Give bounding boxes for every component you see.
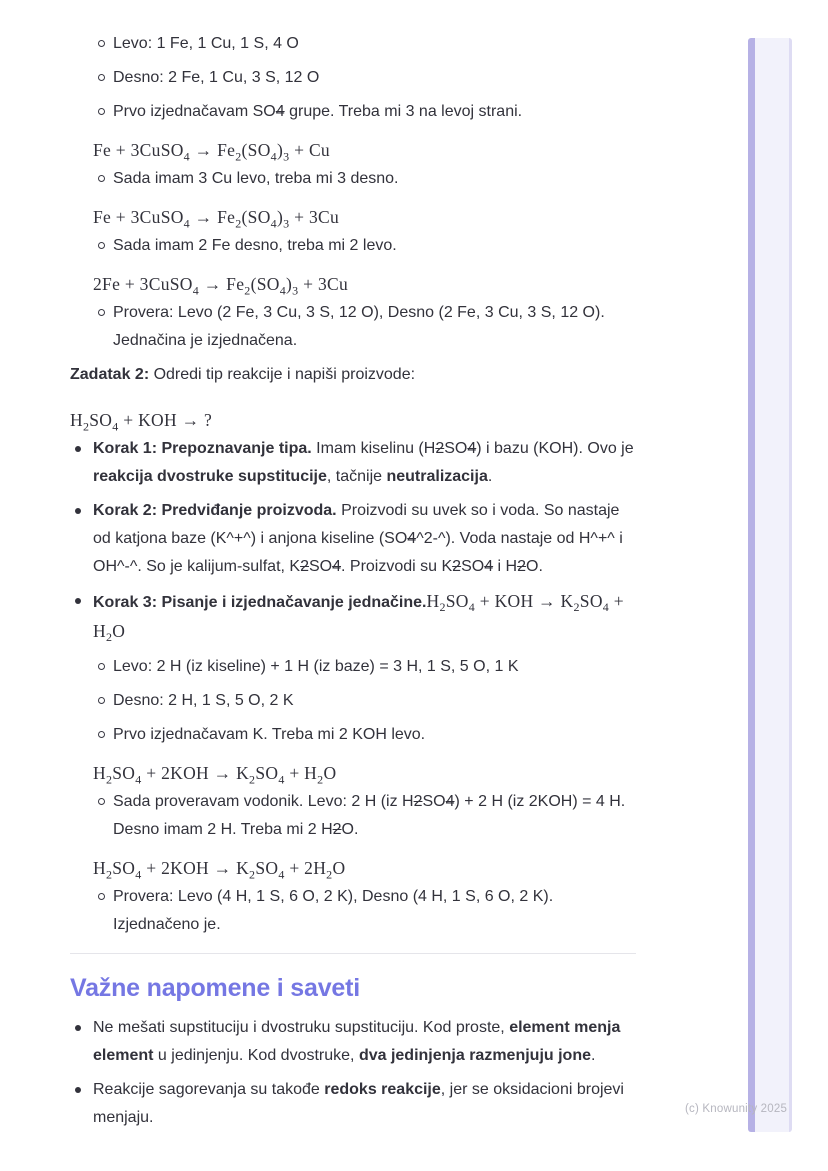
text-segment: 2 xyxy=(326,867,333,882)
list-item-text xyxy=(93,587,636,647)
bullet-circle-icon xyxy=(98,788,113,844)
watermark: (c) Knowunity 2025 xyxy=(685,1103,788,1115)
text-segment: + 2H xyxy=(284,858,327,878)
text-segment: 3 xyxy=(283,149,290,164)
list-item-text xyxy=(113,165,636,193)
text-segment: O xyxy=(323,763,337,783)
text-segment: . Proizvodi su K xyxy=(341,558,453,575)
text-segment: 4 xyxy=(275,103,285,120)
text-segment: 2 xyxy=(244,283,251,298)
list-item-text xyxy=(113,687,636,715)
list-item-text xyxy=(113,883,636,939)
text-segment: SO xyxy=(308,558,333,575)
text-segment: H xyxy=(93,858,106,878)
text-segment: 2 xyxy=(517,558,527,575)
text-segment: 2 xyxy=(105,772,113,787)
text-segment: 4 xyxy=(112,419,119,434)
section-heading: Važne napomene i saveti xyxy=(70,974,360,1002)
text-segment: 4 xyxy=(183,149,190,164)
text-segment: + H xyxy=(93,591,624,641)
text-segment: 2 xyxy=(413,793,423,810)
text-segment: 2 xyxy=(439,600,446,615)
text-segment: + 2KOH → K xyxy=(141,763,250,783)
text-segment: (SO xyxy=(241,140,271,160)
bullet-circle-icon xyxy=(98,232,113,260)
sub-list-item xyxy=(70,883,636,939)
sub-list-item xyxy=(70,232,636,260)
bullet-circle-icon xyxy=(98,165,113,193)
text-segment: 2 xyxy=(300,558,309,575)
text-segment: + 3Cu xyxy=(289,207,340,227)
bullet-circle-icon xyxy=(98,98,113,126)
text-segment: Prvo izjednačavam SO xyxy=(113,103,276,120)
paragraph xyxy=(70,361,636,389)
chemical-equation xyxy=(93,760,636,786)
bullet-dot-icon xyxy=(75,1076,93,1132)
sub-list-item xyxy=(70,721,636,749)
text-segment: 2 xyxy=(235,149,242,164)
text-segment: O. xyxy=(341,821,359,838)
text-segment: redoks reakcije xyxy=(324,1081,441,1098)
list-item xyxy=(70,587,636,647)
bullet-circle-icon xyxy=(98,687,113,715)
text-segment: 2 xyxy=(249,772,256,787)
text-segment: Prvo izjednačavam K. Treba mi 2 KOH levo. xyxy=(113,726,426,743)
text-segment: . xyxy=(591,1047,596,1064)
list-item xyxy=(70,1076,636,1132)
text-segment: element menja element xyxy=(93,1019,621,1064)
list-item-text xyxy=(113,64,636,92)
sub-list-item xyxy=(70,687,636,715)
bullet-circle-icon xyxy=(98,299,113,355)
bullet-dot-icon xyxy=(75,497,93,581)
text-segment: Fe + 3CuSO xyxy=(93,140,184,160)
sub-list-item xyxy=(70,788,636,844)
list-item xyxy=(70,1014,636,1070)
text-segment: 4 xyxy=(183,216,190,231)
text-segment: 2 xyxy=(573,600,580,615)
text-segment: + H xyxy=(284,763,318,783)
text-segment: 2 xyxy=(317,772,324,787)
text-segment: 3 xyxy=(292,283,299,298)
list-item-text xyxy=(113,232,636,260)
text-segment: Korak 3: Pisanje i izjednačavanje jednačine. xyxy=(93,594,427,611)
text-segment: Provera: Levo (2 Fe, 3 Cu, 3 S, 12 O), Desno (2 Fe, 3 Cu, 3 S, 12 O). Jednačina je izjednačena. xyxy=(113,304,605,349)
text-segment: 2 xyxy=(452,558,462,575)
text-segment: Sada proveravam vodonik. Levo: 2 H (iz H xyxy=(113,793,414,810)
bullet-dot-icon xyxy=(75,587,93,647)
text-segment: 2 xyxy=(435,440,445,457)
text-segment: → Fe xyxy=(189,207,236,227)
text-segment: Korak 1: Prepoznavanje tipa. xyxy=(93,440,312,457)
text-segment: 4 xyxy=(278,772,285,787)
text-segment: SO xyxy=(255,763,279,783)
list-item-text xyxy=(113,30,636,58)
text-segment: neutralizacija xyxy=(386,468,488,485)
text-segment: 4 xyxy=(278,867,285,882)
text-segment: 4 xyxy=(484,558,494,575)
text-segment: H xyxy=(426,591,440,611)
list-item-text xyxy=(93,1014,636,1070)
divider xyxy=(70,953,636,954)
text-segment: Korak 2: Predviđanje proizvoda. xyxy=(93,502,337,519)
bullet-circle-icon xyxy=(98,883,113,939)
list-item-text xyxy=(93,497,636,581)
text-segment: H xyxy=(93,763,106,783)
text-segment: 4 xyxy=(279,283,287,298)
text-segment: O xyxy=(332,858,346,878)
text-segment: SO xyxy=(255,858,279,878)
sub-list-item xyxy=(70,98,636,126)
text-segment: H xyxy=(70,410,83,430)
text-segment: ) i bazu (KOH). Ovo je xyxy=(476,440,634,457)
text-segment: SO xyxy=(461,558,485,575)
text-segment: Provera: Levo (4 H, 1 S, 6 O, 2 K), Desno (4 H, 1 S, 6 O, 2 K). Izjednačeno je. xyxy=(113,888,554,933)
chemical-equation xyxy=(93,204,636,230)
list-item-text xyxy=(113,653,636,681)
text-segment: SO xyxy=(89,410,113,430)
text-segment: Levo: 1 Fe, 1 Cu, 1 S, 4 O xyxy=(113,35,299,52)
text-segment: Levo: 2 H (iz kiseline) + 1 H (iz baze) = 3 H, 1 S, 5 O, 1 K xyxy=(113,658,519,675)
list-item-text xyxy=(93,435,636,491)
bullet-circle-icon xyxy=(98,721,113,749)
sub-list-item xyxy=(70,653,636,681)
text-segment: 4 xyxy=(602,600,610,615)
list-item-text xyxy=(113,299,636,355)
list-item-text xyxy=(113,721,636,749)
text-segment: + KOH → ? xyxy=(118,410,213,430)
sub-list-item xyxy=(70,299,636,355)
text-segment: Sada imam 3 Cu levo, treba mi 3 desno. xyxy=(113,170,399,187)
text-segment: . xyxy=(487,468,493,485)
text-segment: SO xyxy=(112,858,136,878)
text-segment: 2 xyxy=(82,419,90,434)
text-segment: O xyxy=(112,621,126,641)
bullet-circle-icon xyxy=(98,64,113,92)
bullet-dot-icon xyxy=(75,1014,93,1070)
text-segment: ) xyxy=(276,140,284,160)
sub-list-item xyxy=(70,165,636,193)
bullet-dot-icon xyxy=(75,435,93,491)
list-item-text xyxy=(93,1076,636,1132)
text-segment: , jer se oksidacioni brojevi menjaju. xyxy=(93,1081,624,1126)
text-segment: Reakcije sagorevanja su takođe xyxy=(93,1081,325,1098)
text-segment: 4 xyxy=(192,283,200,298)
text-segment: u jedinjenju. Kod dvostruke, xyxy=(153,1047,359,1064)
text-segment: Zadatak 2: xyxy=(70,366,150,383)
text-segment: 4 xyxy=(407,530,417,547)
list-item-text xyxy=(113,788,636,844)
text-segment: 4 xyxy=(467,440,477,457)
text-segment: Desno: 2 H, 1 S, 5 O, 2 K xyxy=(113,692,294,709)
text-segment: dva jedinjenja razmenjuju jone xyxy=(358,1047,591,1064)
sub-list-item xyxy=(70,30,636,58)
chemical-equation xyxy=(70,407,636,433)
text-segment: SO xyxy=(112,763,136,783)
sub-list-item xyxy=(70,64,636,92)
text-segment: grupe. Treba mi 3 na levoj strani. xyxy=(284,103,523,120)
bullet-circle-icon xyxy=(98,653,113,681)
text-segment: ) xyxy=(276,207,284,227)
text-segment: 2 xyxy=(235,216,242,231)
text-segment: Desno: 2 Fe, 1 Cu, 3 S, 12 O xyxy=(113,69,320,86)
text-segment: 2 xyxy=(105,867,113,882)
text-segment: ) + 2 H (iz 2KOH) = 4 H. Desno imam 2 H. Treba mi 2 H xyxy=(113,793,626,838)
text-segment: 4 xyxy=(135,772,142,787)
text-segment: + KOH → K xyxy=(475,591,574,611)
list-item xyxy=(70,435,636,491)
text-segment: Ne mešati supstituciju i dvostruku supstituciju. Kod proste, xyxy=(93,1019,510,1036)
text-segment: 4 xyxy=(332,558,342,575)
bullet-circle-icon xyxy=(98,30,113,58)
text-segment: i H xyxy=(493,558,518,575)
text-segment: 2Fe + 3CuSO xyxy=(93,274,193,294)
text-segment: 4 xyxy=(445,793,455,810)
text-segment: → Fe xyxy=(189,140,236,160)
text-segment: reakcija dvostruke supstitucije xyxy=(93,468,327,485)
list-item-text xyxy=(113,98,636,126)
text-segment: 4 xyxy=(270,216,277,231)
chemical-equation xyxy=(93,855,636,881)
text-segment: 2 xyxy=(105,630,113,645)
text-segment: SO xyxy=(445,591,469,611)
text-segment: O. xyxy=(526,558,543,575)
text-segment: Imam kiselinu (H xyxy=(311,440,436,457)
chemical-equation xyxy=(93,271,636,297)
page-edge-decoration xyxy=(748,38,792,1132)
text-segment: ) xyxy=(286,274,293,294)
text-segment: Proizvodi su uvek so i voda. So nastaje od katjona baze (K^+^) i anjona kiseline (SO xyxy=(93,502,620,547)
content-blocks xyxy=(70,30,636,1138)
text-segment: → Fe xyxy=(199,274,245,294)
text-segment: 2 xyxy=(332,821,342,838)
text-segment: 4 xyxy=(468,600,476,615)
text-segment: SO xyxy=(444,440,468,457)
list-item xyxy=(70,497,636,581)
text-segment: + 3Cu xyxy=(298,274,349,294)
text-segment: Sada imam 2 Fe desno, treba mi 2 levo. xyxy=(113,237,397,254)
text-segment: 4 xyxy=(270,149,277,164)
text-segment: Fe + 3CuSO xyxy=(93,207,184,227)
text-segment: SO xyxy=(579,591,603,611)
text-segment: 3 xyxy=(283,216,290,231)
text-segment: ^2-^). Voda nastaje od H^+^ i OH^-^. So je kalijum-sulfat, K xyxy=(93,530,623,575)
text-segment: , tačnije xyxy=(326,468,387,485)
text-segment: SO xyxy=(422,793,446,810)
text-segment: Odredi tip reakcije i napiši proizvode: xyxy=(149,366,416,383)
text-segment: + 2KOH → K xyxy=(141,858,250,878)
text-segment: (SO xyxy=(250,274,280,294)
chemical-equation xyxy=(93,137,636,163)
text-segment: + Cu xyxy=(289,140,330,160)
text-segment: (SO xyxy=(241,207,271,227)
text-segment: 4 xyxy=(135,867,142,882)
text-segment: 2 xyxy=(249,867,256,882)
